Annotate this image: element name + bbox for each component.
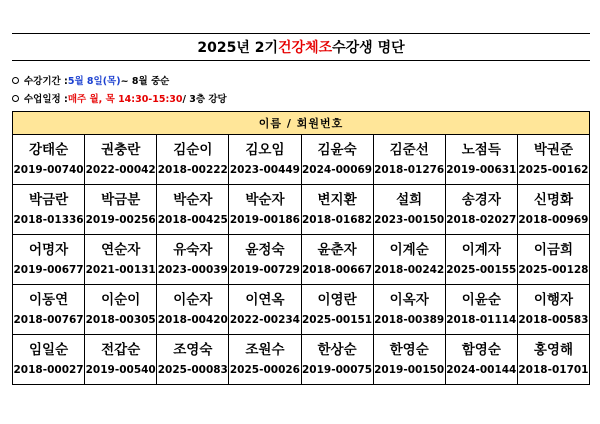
member-cell xyxy=(85,185,157,235)
member-cell xyxy=(229,235,301,285)
member-number: 2019-00677 xyxy=(13,264,84,276)
member-name: 조영숙 xyxy=(173,342,213,358)
member-cell xyxy=(13,235,85,285)
member-name: 연순자 xyxy=(101,242,141,258)
member-cell xyxy=(373,285,445,335)
member-cell xyxy=(85,235,157,285)
member-cell xyxy=(517,235,589,285)
member-cell xyxy=(157,285,229,335)
member-name: 이동연 xyxy=(29,292,69,308)
table-row xyxy=(13,185,590,235)
member-number: 2025-00026 xyxy=(229,364,300,376)
circle-bullet-icon xyxy=(12,77,19,84)
member-name: 이계순 xyxy=(389,242,429,258)
member-number: 2018-00425 xyxy=(157,214,228,226)
schedule-time: 매주 월, 목 14:30-15:30 xyxy=(67,94,183,105)
member-number: 2019-00740 xyxy=(13,164,84,176)
member-cell xyxy=(229,335,301,385)
member-number: 2025-00162 xyxy=(518,164,589,176)
table-row xyxy=(13,235,590,285)
member-name: 윤정숙 xyxy=(245,242,285,258)
member-number: 2023-00150 xyxy=(374,214,445,226)
member-name: 함영순 xyxy=(461,342,501,358)
member-number: 2018-00389 xyxy=(374,314,445,326)
member-name: 이윤순 xyxy=(461,292,501,308)
member-cell xyxy=(301,335,373,385)
circle-bullet-icon xyxy=(12,95,19,102)
member-cell xyxy=(445,185,517,235)
member-name: 변지환 xyxy=(317,192,357,208)
schedule-label: 수업일정 : xyxy=(24,94,68,105)
table-row xyxy=(13,285,590,335)
member-name: 박금분 xyxy=(101,192,141,208)
member-number: 2022-00042 xyxy=(85,164,156,176)
member-number: 2018-00242 xyxy=(374,264,445,276)
table-header: 이름 / 회원번호 xyxy=(13,112,590,135)
period-start: 5월 8일(목) xyxy=(67,76,121,87)
member-cell xyxy=(85,285,157,335)
member-cell xyxy=(13,285,85,335)
member-name: 윤춘자 xyxy=(317,242,357,258)
member-name: 홍영해 xyxy=(533,342,573,358)
member-number: 2018-00420 xyxy=(157,314,228,326)
member-number: 2023-00449 xyxy=(229,164,300,176)
member-cell xyxy=(445,335,517,385)
member-cell xyxy=(373,235,445,285)
member-name: 이행자 xyxy=(533,292,573,308)
member-number: 2025-00083 xyxy=(157,364,228,376)
member-number: 2019-00186 xyxy=(229,214,300,226)
page-title xyxy=(12,33,590,61)
member-cell xyxy=(373,135,445,185)
roster-table xyxy=(12,111,590,385)
member-number: 2023-00039 xyxy=(157,264,228,276)
member-number: 2018-01114 xyxy=(446,314,517,326)
member-number: 2022-00234 xyxy=(229,314,300,326)
member-number: 2019-00256 xyxy=(85,214,156,226)
member-cell xyxy=(301,285,373,335)
member-cell xyxy=(13,185,85,235)
member-name: 박순자 xyxy=(173,192,213,208)
schedule-place: / 3층 강당 xyxy=(182,94,227,105)
member-name: 이영란 xyxy=(317,292,357,308)
member-name: 김준선 xyxy=(389,142,429,158)
member-name: 송경자 xyxy=(461,192,501,208)
member-cell xyxy=(13,135,85,185)
member-cell xyxy=(157,185,229,235)
member-number: 2018-00767 xyxy=(13,314,84,326)
member-number: 2018-00305 xyxy=(85,314,156,326)
member-number: 2018-00027 xyxy=(13,364,84,376)
member-number: 2025-00155 xyxy=(446,264,517,276)
member-number: 2018-00583 xyxy=(518,314,589,326)
member-number: 2024-00144 xyxy=(446,364,517,376)
member-cell xyxy=(229,185,301,235)
member-cell xyxy=(85,135,157,185)
member-number: 2018-00969 xyxy=(518,214,589,226)
member-name: 이순자 xyxy=(173,292,213,308)
member-cell xyxy=(13,335,85,385)
roster-body xyxy=(13,135,590,385)
member-cell xyxy=(157,235,229,285)
period-label: 수강기간 : xyxy=(24,76,68,87)
member-number: 2018-00222 xyxy=(157,164,228,176)
member-number: 2019-00150 xyxy=(374,364,445,376)
member-number: 2025-00151 xyxy=(302,314,373,326)
member-number: 2018-01336 xyxy=(13,214,84,226)
member-number: 2018-01276 xyxy=(374,164,445,176)
member-number: 2018-00667 xyxy=(302,264,373,276)
member-name: 박순자 xyxy=(245,192,285,208)
member-name: 한상순 xyxy=(317,342,357,358)
member-number: 2019-00631 xyxy=(446,164,517,176)
member-name: 임일순 xyxy=(29,342,69,358)
member-name: 권충란 xyxy=(101,142,141,158)
member-name: 박권준 xyxy=(533,142,573,158)
member-cell xyxy=(301,135,373,185)
member-name: 신명화 xyxy=(533,192,573,208)
schedule-line xyxy=(12,91,227,105)
title-accent: 건강체조 xyxy=(278,40,333,56)
member-number: 2025-00128 xyxy=(518,264,589,276)
member-number: 2019-00540 xyxy=(85,364,156,376)
member-number: 2024-00069 xyxy=(302,164,373,176)
member-number: 2019-00075 xyxy=(302,364,373,376)
table-row xyxy=(13,135,590,185)
member-name: 노점득 xyxy=(461,142,501,158)
member-cell xyxy=(301,235,373,285)
member-cell xyxy=(229,135,301,185)
member-number: 2021-00131 xyxy=(85,264,156,276)
member-cell xyxy=(445,235,517,285)
member-name: 강태순 xyxy=(29,142,69,158)
member-name: 이순이 xyxy=(101,292,141,308)
member-name: 이연옥 xyxy=(245,292,285,308)
member-name: 이금희 xyxy=(533,242,573,258)
member-number: 2019-00729 xyxy=(229,264,300,276)
member-cell xyxy=(373,335,445,385)
member-cell xyxy=(445,285,517,335)
member-name: 조원수 xyxy=(245,342,285,358)
period-line xyxy=(12,73,169,87)
member-cell xyxy=(517,285,589,335)
member-cell xyxy=(157,135,229,185)
member-name: 김순이 xyxy=(173,142,213,158)
member-name: 이옥자 xyxy=(389,292,429,308)
title-prefix: 2025년 2기 xyxy=(197,40,279,56)
member-cell xyxy=(157,335,229,385)
member-name: 어명자 xyxy=(29,242,69,258)
title-suffix: 수강생 명단 xyxy=(332,40,405,56)
period-end: ~ 8월 중순 xyxy=(120,76,170,87)
member-name: 김윤숙 xyxy=(317,142,357,158)
member-cell xyxy=(373,185,445,235)
member-cell xyxy=(517,135,589,185)
member-number: 2018-01701 xyxy=(518,364,589,376)
member-number: 2018-02027 xyxy=(446,214,517,226)
member-cell xyxy=(229,285,301,335)
member-name: 유숙자 xyxy=(173,242,213,258)
member-name: 전갑순 xyxy=(101,342,141,358)
member-name: 한영순 xyxy=(389,342,429,358)
member-cell xyxy=(517,335,589,385)
member-cell xyxy=(85,335,157,385)
table-row xyxy=(13,335,590,385)
member-cell xyxy=(301,185,373,235)
member-number: 2018-01682 xyxy=(302,214,373,226)
member-name: 김오임 xyxy=(245,142,285,158)
member-cell xyxy=(517,185,589,235)
member-cell xyxy=(445,135,517,185)
member-name: 설희 xyxy=(396,192,423,208)
member-name: 박금란 xyxy=(29,192,69,208)
member-name: 이계자 xyxy=(461,242,501,258)
